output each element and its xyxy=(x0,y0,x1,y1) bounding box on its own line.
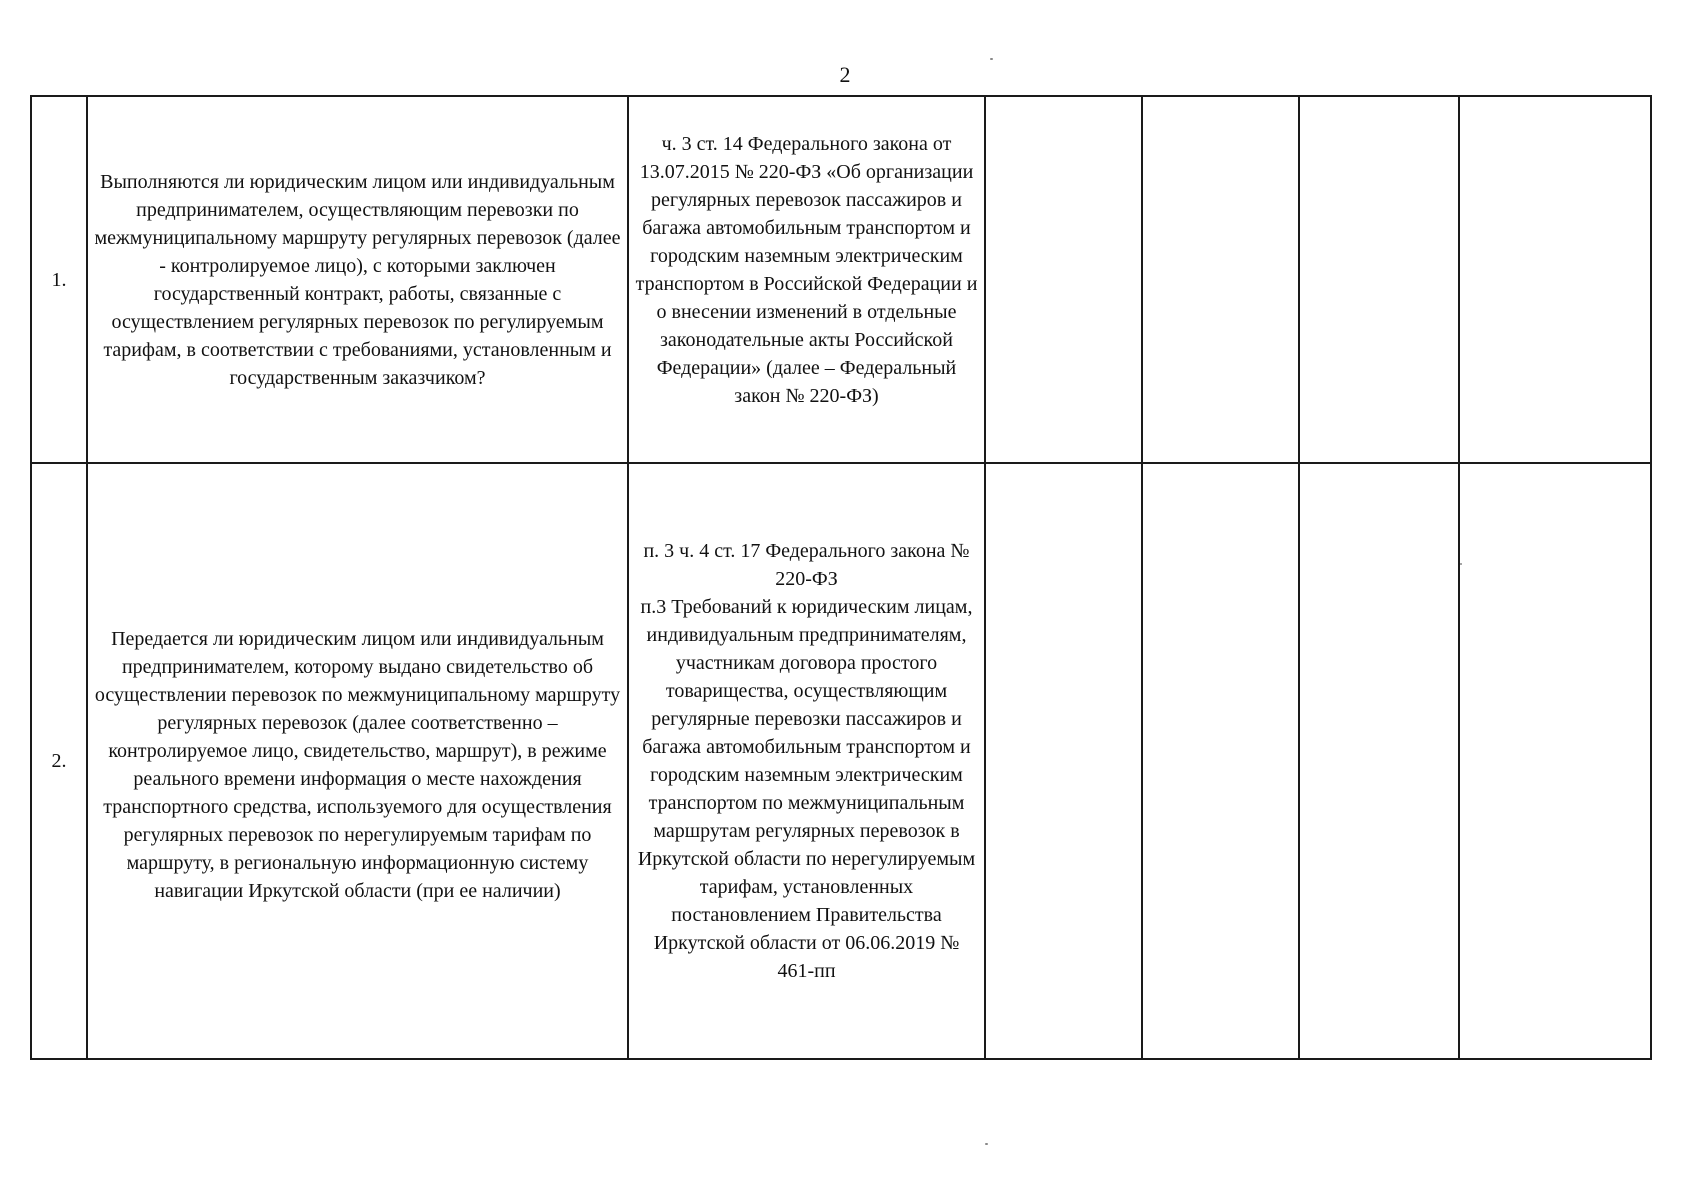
page-number: 2 xyxy=(839,62,851,87)
scan-speck xyxy=(990,58,993,60)
answer-na-cell xyxy=(1299,96,1459,463)
question-text: Выполняются ли юридическим лицом или индивидуальным предпринимателем, осуществляющим перевозки по межмуниципальному маршруту регулярных перевозок (далее - контролируемое лицо), с которыми заключен государственный контракт, работы, связанные с осуществлением регулярных перевозок по регулируемым тарифам, в соответствии с требованиями, установленным и государственным заказчиком? xyxy=(94,170,621,389)
question-cell xyxy=(87,96,628,463)
table-row xyxy=(31,96,1651,463)
row-number: 2. xyxy=(31,463,87,1059)
answer-no-cell xyxy=(1142,96,1299,463)
legal-basis-text: ч. 3 ст. 14 Федерального закона от 13.07.2015 № 220-ФЗ «Об организации регулярных перевозок пассажиров и багажа автомобильным транспортом и городским наземным электрическим транспортом в Российской Федерации и о внесении изменений в отдельные законодательные акты Российской Федерации» (далее – Федеральный закон № 220-ФЗ) xyxy=(635,132,978,407)
question-cell xyxy=(87,463,628,1059)
notes-cell xyxy=(1459,463,1651,1059)
scan-speck xyxy=(985,1143,988,1145)
legal-basis-cell xyxy=(628,96,985,463)
answer-na-cell xyxy=(1299,463,1459,1059)
answer-yes-cell xyxy=(985,463,1142,1059)
answer-no-cell xyxy=(1142,463,1299,1059)
legal-basis-text-law: п. 3 ч. 4 ст. 17 Федерального закона № 220-ФЗ xyxy=(643,540,970,590)
legal-basis-cell xyxy=(628,463,985,1059)
row-number: 1. xyxy=(31,96,87,463)
legal-basis-text-requirements: п.3 Требований к юридическим лицам, индивидуальным предпринимателям, участникам договора простого товарищества, осуществляющим регулярные перевозки пассажиров и багажа автомобильным транспортом и городским наземным электрическим транспортом по межмуниципальным маршрутам регулярных перевозок в Иркутской области по нерегулируемым тарифам, установленных постановлением Правительства Иркутской области от 06.06.2019 № 461-пп xyxy=(637,596,976,982)
answer-yes-cell xyxy=(985,96,1142,463)
table-row xyxy=(31,463,1651,1059)
checklist-table xyxy=(30,95,1652,1060)
notes-cell xyxy=(1459,96,1651,463)
scan-speck xyxy=(1460,563,1462,565)
question-text: Передается ли юридическим лицом или индивидуальным предпринимателем, которому выдано свидетельство об осуществлении перевозок по межмуниципальному маршруту регулярных перевозок (далее соответственно – контролируемое лицо, свидетельство, маршрут), в режиме реального времени информация о месте нахождения транспортного средства, используемого для осуществления регулярных перевозок по нерегулируемым тарифам по маршруту, в региональную информационную систему навигации Иркутской области (при ее наличии) xyxy=(94,628,621,902)
